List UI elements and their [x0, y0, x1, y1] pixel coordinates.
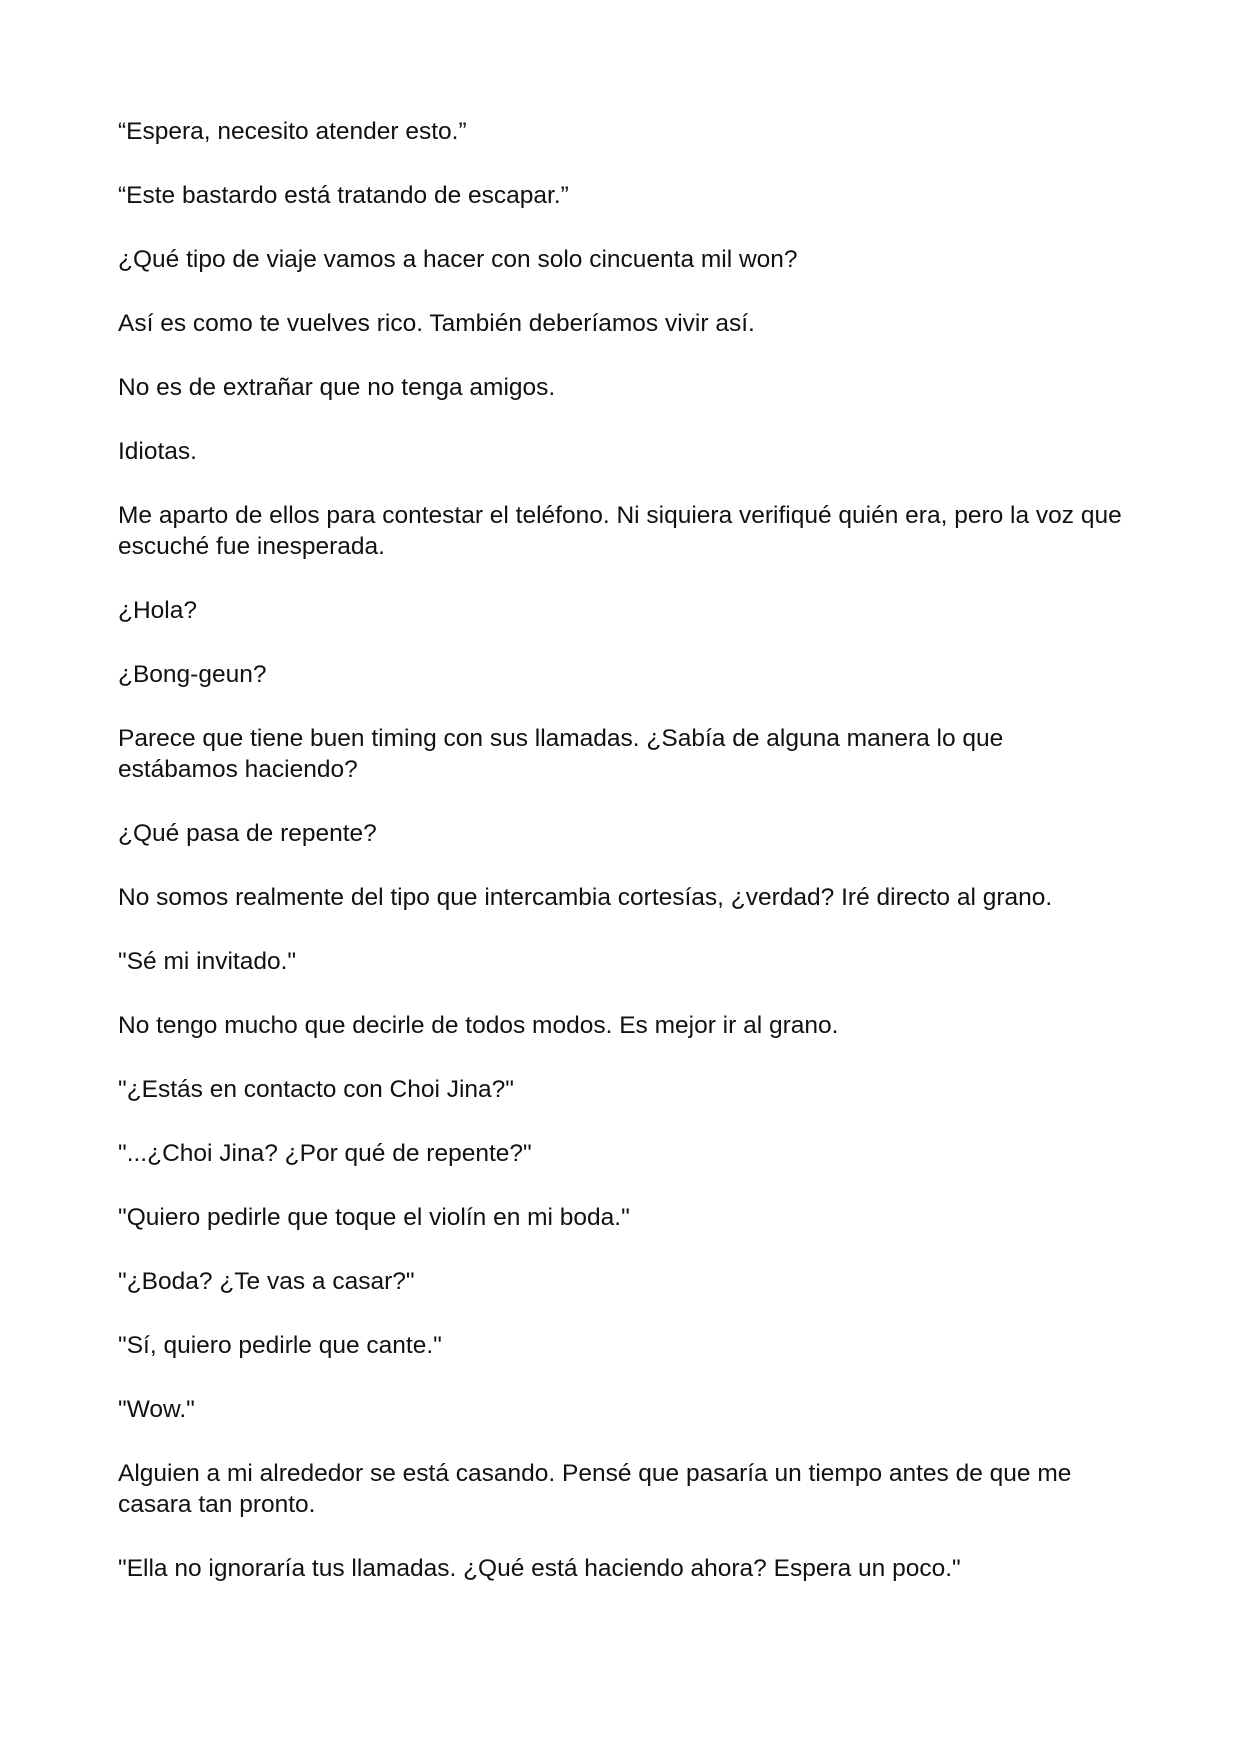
paragraph: "¿Estás en contacto con Choi Jina?" [118, 1076, 514, 1103]
document-body [118, 116, 1128, 1617]
paragraph: ¿Qué pasa de repente? [118, 820, 377, 847]
paragraph: Idiotas. [118, 438, 197, 465]
paragraph: "Quiero pedirle que toque el violín en mi boda." [118, 1204, 630, 1231]
paragraph: “Espera, necesito atender esto.” [118, 118, 467, 145]
paragraph: "Ella no ignoraría tus llamadas. ¿Qué está haciendo ahora? Espera un poco." [118, 1555, 961, 1582]
paragraph: Me aparto de ellos para contestar el teléfono. Ni siquiera verifiqué quién era, pero la voz que escuché fue inesperada. [118, 502, 1122, 560]
paragraph: ¿Hola? [118, 597, 197, 624]
paragraph: Parece que tiene buen timing con sus llamadas. ¿Sabía de alguna manera lo que estábamos haciendo? [118, 725, 1004, 783]
paragraph: “Este bastardo está tratando de escapar.” [118, 182, 569, 209]
paragraph: Alguien a mi alrededor se está casando. Pensé que pasaría un tiempo antes de que me casara tan pronto. [118, 1460, 1072, 1518]
paragraph: "Sí, quiero pedirle que cante." [118, 1332, 442, 1359]
paragraph: ¿Qué tipo de viaje vamos a hacer con solo cincuenta mil won? [118, 246, 798, 273]
paragraph: No tengo mucho que decirle de todos modos. Es mejor ir al grano. [118, 1012, 839, 1039]
paragraph: No es de extrañar que no tenga amigos. [118, 374, 556, 401]
paragraph: "Sé mi invitado." [118, 948, 297, 975]
paragraph: "Wow." [118, 1396, 195, 1423]
paragraph: Así es como te vuelves rico. También deberíamos vivir así. [118, 310, 755, 337]
paragraph: "...¿Choi Jina? ¿Por qué de repente?" [118, 1140, 532, 1167]
paragraph: No somos realmente del tipo que intercambia cortesías, ¿verdad? Iré directo al grano. [118, 884, 1053, 911]
paragraph: "¿Boda? ¿Te vas a casar?" [118, 1268, 415, 1295]
paragraph: ¿Bong-geun? [118, 661, 267, 688]
